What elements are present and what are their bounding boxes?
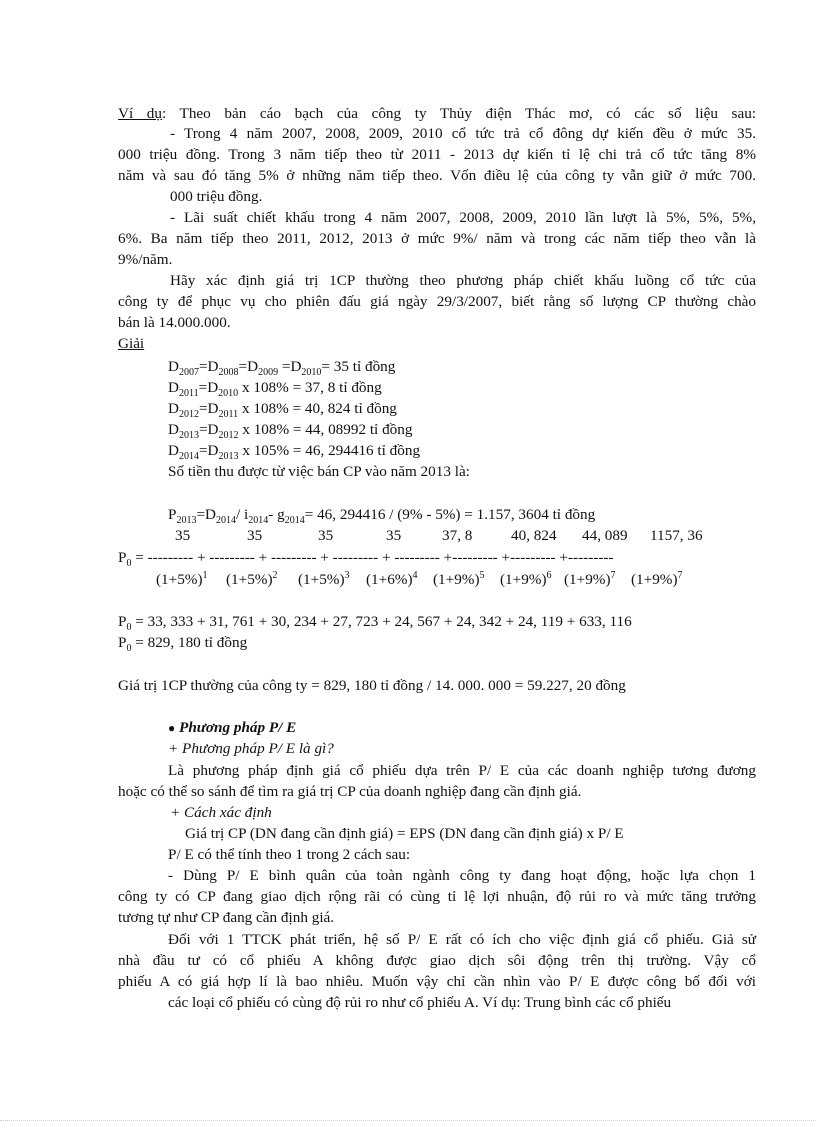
value-per-share: Giá trị 1CP thường của công ty = 829, 180 tỉ đồng / 14. 000. 000 = 59.227, 20 đồng — [118, 677, 626, 694]
bullet1-line2: 000 triệu đồng. Trong 3 năm tiếp theo từ 2011 - 2013 dự kiến tỉ lệ chi trả cổ tức tăng 8% — [118, 146, 756, 163]
bullet2-line2: 6%. Ba năm tiếp theo 2011, 2012, 2013 ở mức 9%/ năm và trong các năm tiếp theo vẫn là — [118, 230, 756, 247]
denominator: $(1+9\%)^6$ — [500, 570, 552, 588]
page-bottom-divider — [0, 1120, 816, 1121]
numerator: 35 — [318, 527, 334, 544]
numerator: 44, 089 — [582, 527, 628, 544]
denominator: $(1+5\%)^1$ — [156, 570, 208, 588]
p0-symbol: $P_0$ = --------- + --------- + --------- + --------- + --------- +--------- +--------- +--------- — [118, 549, 614, 569]
pe-heading: ● Phương pháp P/ E — [168, 719, 297, 736]
pe-market-line2: nhà đầu tư có cổ phiếu A không được giao dịch sôi động trên thị trường. Vậy cổ — [118, 952, 756, 969]
bullet1-line4: 000 triệu đồng. — [170, 188, 263, 205]
pe-way1-line1: - Dùng P/ E bình quân của toàn ngành công ty đang hoạt động, hoặc lựa chọn 1 — [168, 867, 756, 884]
dividend-line-5: $D_{2014}=D_{2013}$ x 105% = 46, 294416 tỉ đồng — [168, 442, 421, 462]
p2013-formula: $P_{2013}=D_{2014}/$ $i_{2014}-$ $g_{2014}= 46$, 294416 / (9% - 5%) = 1.157, 3604 tỉ đồng — [168, 506, 596, 526]
bullet-icon: ● — [168, 721, 176, 735]
dividend-line-1: $D_{2007}=D_{2008}=D_{2009} =D_{2010}= 35$ tỉ đồng — [168, 358, 396, 378]
denominator: $(1+9\%)^5$ — [433, 570, 485, 588]
question-line2: công ty để phục vụ cho phiên đấu giá ngày 29/3/2007, biết rằng số lượng CP thường chào — [118, 293, 756, 310]
pe-definition-line2: hoặc có thể so sánh để tìm ra giá trị CP của doanh nghiệp đang cần định giá. — [118, 783, 582, 800]
denominator: $(1+6\%)^4$ — [366, 570, 418, 588]
pe-formula: Giá trị CP (DN đang cần định giá) = EPS (DN đang cần định giá) x P/ E — [185, 825, 624, 842]
pe-definition-line1: Là phương pháp định giá cổ phiếu dựa trên P/ E của các doanh nghiệp tương đương — [168, 762, 756, 779]
pe-what-is: + Phương pháp P/ E là gì? — [168, 740, 334, 757]
pe-market-line4: các loại cổ phiếu có cùng độ rủi ro như cổ phiếu A. Ví dụ: Trung bình các cổ phiếu — [168, 994, 672, 1011]
numerator: 35 — [386, 527, 402, 544]
sale-proceeds-text: Số tiền thu được từ việc bán CP vào năm 2013 là: — [168, 463, 470, 480]
pe-way1-line2: công ty có CP đang giao dịch rộng rãi có cùng tỉ lệ lợi nhuận, độ rủi ro và mức tăng trưởng — [118, 888, 756, 905]
denominator: $(1+5\%)^3$ — [298, 570, 350, 588]
solution-label: Giải — [118, 335, 145, 352]
bullet2-line3: 9%/năm. — [118, 251, 173, 268]
dividend-line-4: $D_{2013}=D_{2012}$ x 108% = 44, 08992 tỉ đồng — [168, 421, 413, 441]
denominator: $(1+9\%)^7$ — [564, 570, 616, 588]
p0-sum: $P_0 = 33$, 333 + 31, 761 + 30, 234 + 27, 723 + 24, 567 + 24, 342 + 24, 119 + 633, 116 — [118, 613, 632, 633]
denominator: $(1+5\%)^2$ — [226, 570, 278, 588]
question-line1: Hãy xác định giá trị 1CP thường theo phương pháp chiết khấu luồng cổ tức của — [170, 272, 756, 289]
example-intro: Ví dụ: Theo bản cáo bạch của công ty Thủy điện Thác mơ, có các số liệu sau: — [118, 105, 757, 122]
bullet2-line1: - Lãi suất chiết khấu trong 4 năm 2007, 2008, 2009, 2010 lần lượt là 5%, 5%, 5%, — [170, 209, 756, 226]
pe-way1-line3: tương tự như CP đang cần định giá. — [118, 909, 335, 926]
dividend-line-3: $D_{2012}=D_{2011}$ x 108% = 40, 824 tỉ đồng — [168, 400, 397, 420]
bullet1-line1: - Trong 4 năm 2007, 2008, 2009, 2010 cổ tức trả cổ đông dự kiến đều ở mức 35. — [170, 125, 756, 142]
numerator: 40, 824 — [511, 527, 557, 544]
question-line3: bán là 14.000.000. — [118, 314, 231, 331]
p0-total: $P_0 = 829$, 180 tỉ đồng — [118, 634, 248, 654]
pe-market-line3: phiếu A có giá hợp lí là bao nhiêu. Muốn vậy chỉ cần nhìn vào P/ E được công bố đối với — [118, 973, 756, 990]
numerator: 1157, 36 — [650, 527, 703, 544]
example-label: Ví dụ — [118, 105, 162, 122]
pe-how-to: + Cách xác định — [170, 804, 272, 821]
pe-two-ways: P/ E có thể tính theo 1 trong 2 cách sau: — [168, 846, 411, 863]
bullet1-line3: năm và sau đó tăng 5% ở những năm tiếp theo. Vốn điều lệ của công ty vẫn giữ ở mức 700. — [118, 167, 756, 184]
denominator: $(1+9\%)^7$ — [631, 570, 683, 588]
dividend-line-2: $D_{2011}=D_{2010}$ x 108% = 37, 8 tỉ đồng — [168, 379, 382, 399]
pe-market-line1: Đối với 1 TTCK phát triển, hệ số P/ E rất có ích cho việc định giá cổ phiếu. Giả sử — [168, 931, 756, 948]
numerator: 37, 8 — [442, 527, 473, 544]
numerator: 35 — [175, 527, 191, 544]
numerator: 35 — [247, 527, 263, 544]
